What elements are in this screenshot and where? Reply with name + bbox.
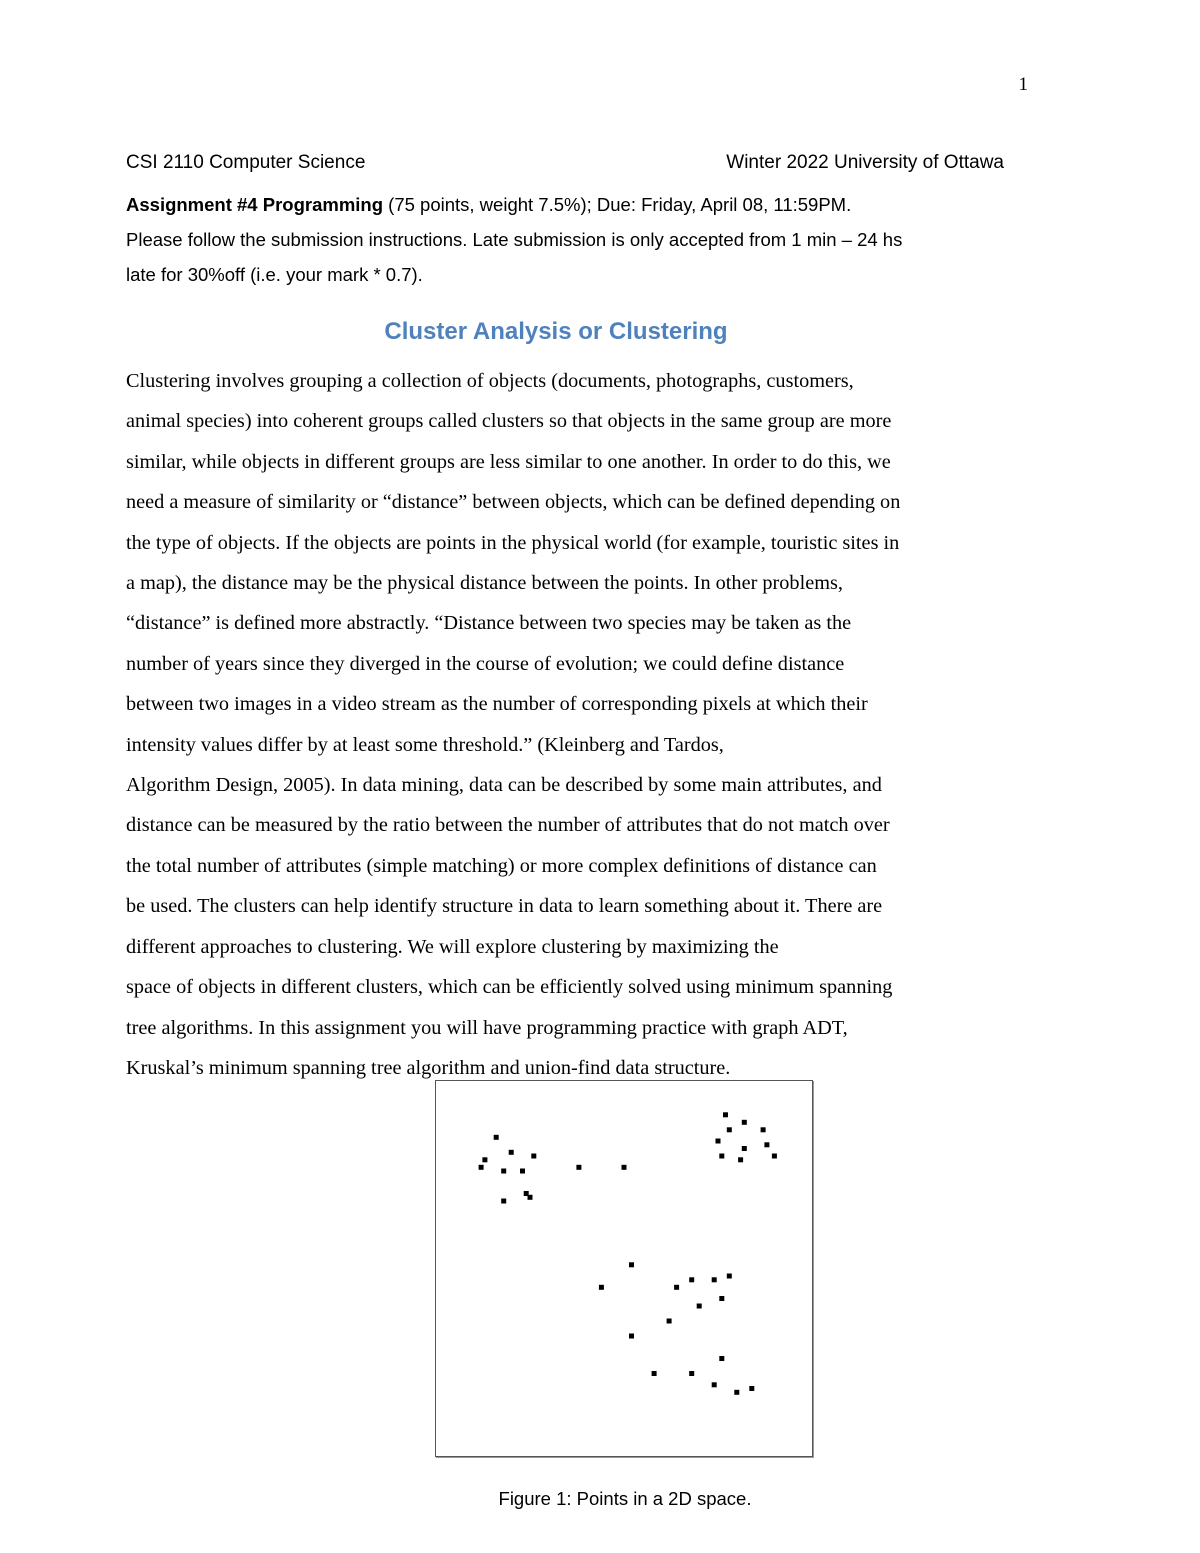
scatter-point bbox=[764, 1142, 769, 1147]
course-name: CSI 2110 Computer Science bbox=[126, 152, 366, 173]
body-line: a map), the distance may be the physical distance between the points. In other problems, bbox=[126, 572, 843, 595]
scatter-point bbox=[652, 1371, 657, 1376]
scatter-point bbox=[479, 1165, 484, 1170]
scatter-point bbox=[482, 1157, 487, 1162]
scatter-point bbox=[629, 1334, 634, 1339]
scatter-point bbox=[719, 1296, 724, 1301]
page-number: 1 bbox=[1018, 74, 1028, 95]
body-line: Clustering involves grouping a collection of objects (documents, photographs, customers, bbox=[126, 370, 854, 392]
scatter-point bbox=[738, 1157, 743, 1162]
scatter-point bbox=[520, 1169, 525, 1174]
body-line: need a measure of similarity or “distance” between objects, which can be defined depending on bbox=[126, 491, 901, 514]
body-line: tree algorithms. In this assignment you will have programming practice with graph ADT, bbox=[126, 1016, 848, 1039]
scatter-point bbox=[531, 1154, 536, 1159]
scatter-point bbox=[501, 1169, 506, 1174]
scatter-point bbox=[576, 1165, 581, 1170]
body-line: the type of objects. If the objects are points in the physical world (for example, touristic sites in bbox=[126, 531, 900, 554]
scatter-point bbox=[599, 1285, 604, 1290]
scatter-point bbox=[689, 1371, 694, 1376]
body-line: distance can be measured by the ratio between the number of attributes that do not match over bbox=[126, 814, 890, 837]
scatter-point bbox=[689, 1277, 694, 1282]
body-line: Kruskal’s minimum spanning tree algorithm and union-find data structure. bbox=[126, 1056, 731, 1079]
assignment-title: Assignment #4 Programming bbox=[126, 194, 384, 215]
scatter-point bbox=[622, 1165, 627, 1170]
body-line: the total number of attributes (simple matching) or more complex definitions of distance can bbox=[126, 854, 877, 877]
scatter-point bbox=[742, 1146, 747, 1151]
scatter-point bbox=[501, 1199, 506, 1204]
section-title: Cluster Analysis or Clustering bbox=[384, 318, 728, 345]
body-line: be used. The clusters can help identify structure in data to learn something about it. There are bbox=[126, 895, 883, 918]
body-line: similar, while objects in different groups are less similar to one another. In order to do this, we bbox=[126, 450, 891, 473]
body-line: space of objects in different clusters, which can be efficiently solved using minimum spanning bbox=[126, 976, 893, 999]
scatter-plot bbox=[436, 1081, 812, 1456]
body-line: animal species) into coherent groups called clusters so that objects in the same group are more bbox=[126, 410, 892, 433]
instructions-line-2: late for 30%off (i.e. your mark * 0.7). bbox=[126, 264, 423, 285]
scatter-point bbox=[494, 1135, 499, 1140]
course-header bbox=[126, 152, 1004, 174]
body-line: Algorithm Design, 2005). In data mining, data can be described by some main attributes, and bbox=[126, 774, 882, 797]
scatter-point bbox=[734, 1390, 739, 1395]
body-line: between two images in a video stream as the number of corresponding pixels at which their bbox=[126, 693, 868, 716]
scatter-point bbox=[712, 1277, 717, 1282]
section-body bbox=[126, 361, 1036, 1088]
scatter-point bbox=[719, 1356, 724, 1361]
scatter-point bbox=[727, 1274, 732, 1279]
term-institution: Winter 2022 University of Ottawa bbox=[726, 152, 1004, 173]
figure-scatter bbox=[435, 1080, 813, 1457]
scatter-point bbox=[727, 1127, 732, 1132]
body-line: intensity values differ by at least some threshold.” (Kleinberg and Tardos, bbox=[126, 733, 724, 756]
scatter-point bbox=[528, 1195, 533, 1200]
scatter-point bbox=[772, 1154, 777, 1159]
scatter-point bbox=[712, 1382, 717, 1387]
scatter-point bbox=[716, 1139, 721, 1144]
assignment-info bbox=[126, 187, 1046, 292]
scatter-point bbox=[723, 1112, 728, 1117]
scatter-point bbox=[742, 1120, 747, 1125]
scatter-point bbox=[667, 1319, 672, 1324]
scatter-point bbox=[761, 1127, 766, 1132]
body-line: different approaches to clustering. We will explore clustering by maximizing the bbox=[126, 935, 779, 958]
scatter-point bbox=[719, 1154, 724, 1159]
scatter-point bbox=[697, 1304, 702, 1309]
scatter-point bbox=[629, 1262, 634, 1267]
figure-caption: Figure 1: Points in a 2D space. bbox=[498, 1488, 752, 1509]
assignment-line bbox=[126, 187, 1046, 222]
scatter-point bbox=[509, 1150, 514, 1155]
scatter-point bbox=[749, 1386, 754, 1391]
assignment-details: (75 points, weight 7.5%); Due: Friday, April 08, 11:59PM. bbox=[383, 194, 852, 215]
instructions-line-1: Please follow the submission instructions. Late submission is only accepted from 1 min – 24 hs bbox=[126, 229, 903, 250]
body-line: “distance” is defined more abstractly. “Distance between two species may be taken as the bbox=[126, 612, 852, 635]
scatter-point bbox=[674, 1285, 679, 1290]
body-line: number of years since they diverged in the course of evolution; we could define distance bbox=[126, 652, 845, 675]
